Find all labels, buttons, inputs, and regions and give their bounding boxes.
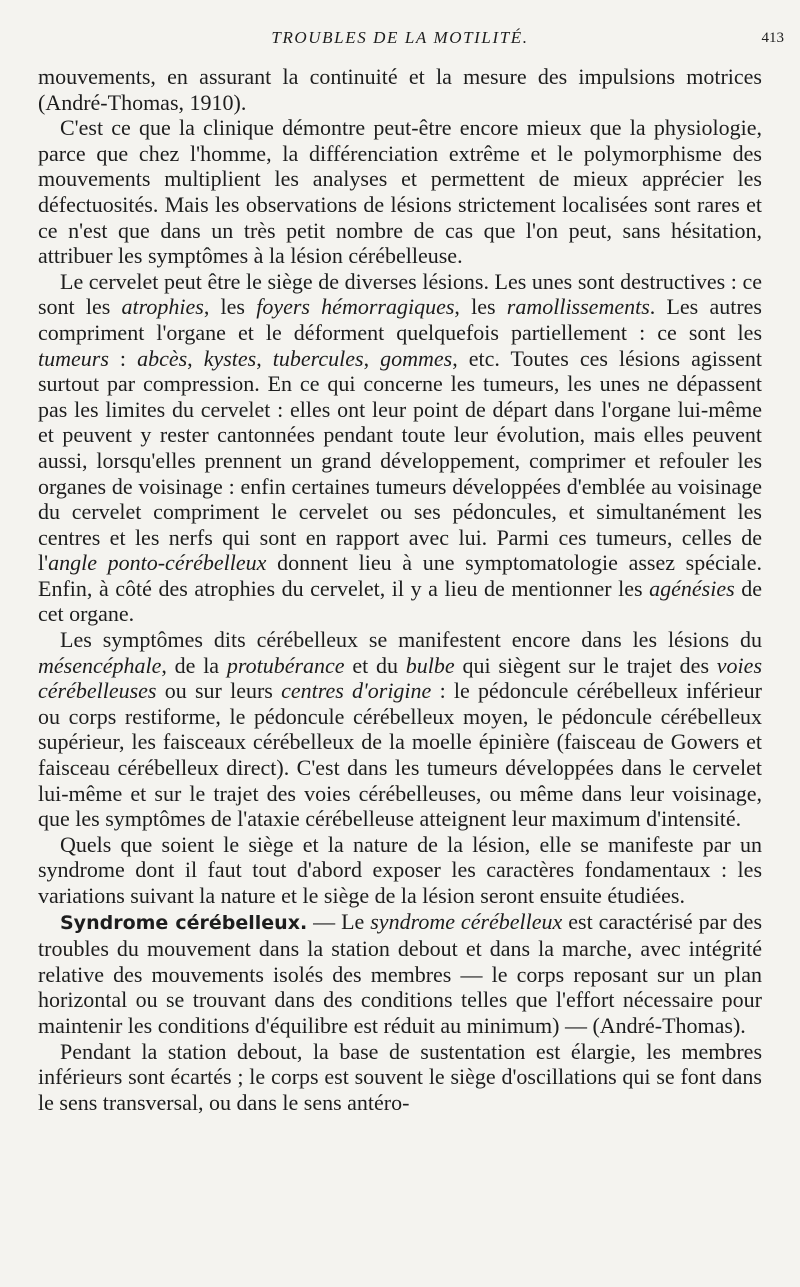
text-run: est caractérisé par des troubles du mouvement dans la station debout et dans la marche, avec intégrité relative des mouvements isolés des membres — le corps reposant sur un plan horizontal ou se trouvant dans des conditions telles que l'effort nécessaire pour maintenir les conditions d'équilibre est réduit au minimum) — (André-Thomas). xyxy=(38,908,762,1038)
italic-term: bulbe xyxy=(405,652,455,678)
italic-term: foyers hémorragiques xyxy=(256,294,455,320)
running-title: TROUBLES DE LA MOTILITÉ. xyxy=(271,28,529,47)
text-run: C'est ce que la clinique démontre peut-être encore mieux que la physiologie, parce que chez l'homme, la différenciation extrême et le polymorphisme des mouvements multiplient les analyses et permettent de mieux apprécier les défectuosités. Mais les observations de lésions strictement localisées sont rares et ce n'est que dans un très petit nombre de cas que l'on peut, sans hésitation, attribuer les symptômes à la lésion cérébelleuse. xyxy=(38,115,762,269)
italic-term: agénésies xyxy=(649,575,735,601)
text-run: , de la xyxy=(161,652,227,678)
italic-term: centres d'origine xyxy=(281,678,432,704)
paragraph-p1 xyxy=(38,64,762,115)
text-run: Quels que soient le siège et la nature de la lésion, elle se manifeste par un syndrome dont il faut tout d'abord exposer les caractères fondamentaux : les variations suivant la nature et le siège de la lésion seront ensuite étudiées. xyxy=(38,831,762,908)
section-heading: Syndrome cérébelleux. xyxy=(60,911,308,934)
text-run: . Les autres compriment l'organe et le déforment quelquefois partiellement : ce sont les xyxy=(38,294,762,345)
italic-term: voies cérébelleuses xyxy=(38,652,762,704)
italic-term: mésencéphale xyxy=(38,652,162,678)
text-run: qui siègent sur le trajet des xyxy=(454,652,717,678)
italic-term: syndrome cérébelleux xyxy=(370,908,563,934)
paragraph-p4 xyxy=(38,627,762,832)
text-run: , les xyxy=(454,294,507,320)
paragraph-p5 xyxy=(38,832,762,909)
italic-term: atrophies xyxy=(121,294,204,320)
text-run: , xyxy=(363,345,381,371)
text-run: et du xyxy=(344,652,406,678)
text-run: : xyxy=(108,345,138,371)
italic-term: angle ponto-cérébelleux xyxy=(48,550,267,576)
italic-term: protubérance xyxy=(226,652,345,678)
text-run: de cet organe. xyxy=(38,575,763,627)
paragraph-p2 xyxy=(38,115,762,269)
italic-term: ramollissements xyxy=(506,294,650,320)
paragraph-p3 xyxy=(38,269,762,627)
text-run: , les xyxy=(203,294,257,320)
text-run: mouvements, en assurant la continuité et la mesure des impulsions motrices (André-Thomas, 1910). xyxy=(38,64,762,115)
text-run: , xyxy=(256,345,273,371)
text-run: : le pédoncule cérébelleux inférieur ou corps restiforme, le pédoncule cérébelleux moyen, le pédoncule cérébelleux supérieur, les faisceaux cérébelleux de la moelle épinière (faisceau de Gowers et faisceau cérébelleux direct). C'est dans les tumeurs développées dans le cervelet lui-même et sur le trajet des voies cérébelleuses, ou même dans leur voisinage, que les symptômes de l'ataxie cérébelleuse atteignent leur maximum d'intensité. xyxy=(38,678,763,832)
italic-term: gommes xyxy=(380,345,453,371)
text-run: Pendant la station debout, la base de sustentation est élargie, les membres inférieurs sont écartés ; le corps est souvent le siège d'oscillations qui se font dans le sens transversal, ou dans le sens antéro- xyxy=(38,1038,762,1115)
text-run: — Le xyxy=(307,908,371,934)
text-run: , etc. Toutes ces lésions agissent surtout par compression. En ce qui concerne les tumeurs, les unes ne dépassent pas les limites du cervelet : elles ont leur point de départ dans l'organe lui-même et peuvent y rester cantonnées pendant toute leur évolution, mais elles peuvent aussi, lorsqu'elles prennent un grand développement, comprimer et refouler les organes de voisinage : enfin certaines tumeurs développées d'emblée au voisinage du cervelet compriment le cervelet ou ses pédoncules, et simultanément les centres et les nerfs qui sont en rapport avec lui. Parmi ces tumeurs, celles de l' xyxy=(38,345,763,576)
running-head xyxy=(0,28,800,52)
paragraph-p6 xyxy=(38,909,762,1039)
paragraph-p7 xyxy=(38,1039,762,1116)
text-run: ou sur leurs xyxy=(156,678,282,704)
text-run: , xyxy=(187,345,204,371)
text-run: Les symptômes dits cérébelleux se manifestent encore dans les lésions du xyxy=(60,627,762,653)
page-number: 413 xyxy=(761,30,784,46)
italic-term: kystes xyxy=(203,345,257,371)
text-run: donnent lieu à une symptomatologie assez spéciale. Enfin, à côté des atrophies du cervelet, il y a lieu de mentionner les xyxy=(38,550,762,601)
italic-term: tubercules xyxy=(272,345,364,371)
italic-term: tumeurs xyxy=(38,345,109,371)
italic-term: abcès xyxy=(137,345,188,371)
body-text xyxy=(38,64,762,1115)
text-run: Le cervelet peut être le siège de diverses lésions. Les unes sont destructives : ce sont les xyxy=(38,268,762,320)
